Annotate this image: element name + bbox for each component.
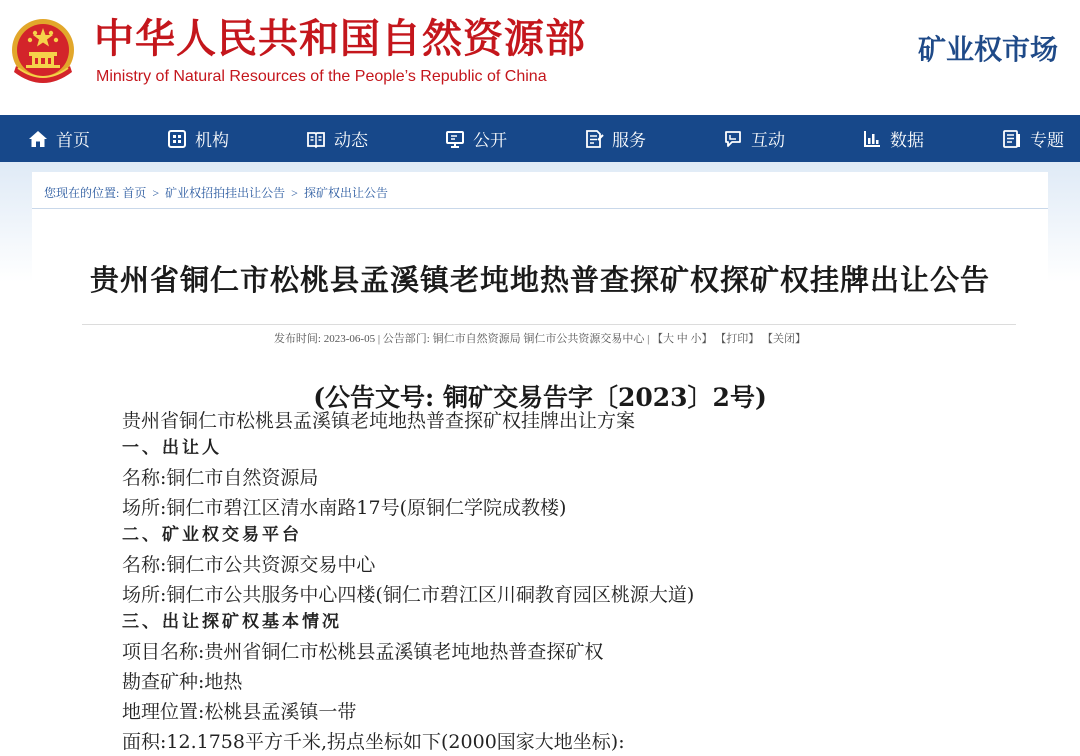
title-divider: [82, 324, 1016, 325]
section-heading: 一、出让人: [122, 438, 222, 458]
chat-icon: [723, 129, 743, 149]
site-title[interactable]: 中华人民共和国自然资源部: [94, 16, 586, 62]
home-icon: [28, 129, 48, 149]
nav-item-label: 公开: [473, 131, 507, 151]
nav-item-label: 服务: [612, 131, 646, 151]
body-line: 场所:铜仁市碧江区清水南路17号(原铜仁学院成教楼): [122, 497, 567, 519]
nav-item-news[interactable]: [306, 115, 368, 162]
body-line: 地理位置:松桃县孟溪镇一带: [122, 701, 357, 723]
font-size-toggle[interactable]: 【大 中 小】: [652, 333, 713, 345]
site-subtitle: Ministry of Natural Resources of the People’s Republic of China: [96, 68, 547, 85]
org-icon: [167, 129, 187, 149]
bar-chart-icon: [862, 129, 882, 149]
breadcrumb-item-exploration[interactable]: 探矿权出让公告: [303, 186, 388, 200]
nav-item-label: 机构: [195, 131, 229, 151]
main-nav: [0, 115, 1080, 162]
nav-item-label: 首页: [56, 131, 90, 151]
published-label: 发布时间:: [273, 333, 321, 345]
body-line: 勘查矿种:地热: [122, 671, 243, 693]
body-line: 场所:铜仁市公共服务中心四楼(铜仁市碧江区川硐教育园区桃源大道): [122, 584, 695, 606]
nav-item-public[interactable]: [445, 115, 507, 162]
section-heading: 三、出让探矿权基本情况: [122, 612, 342, 632]
nav-item-label: 专题: [1030, 131, 1064, 151]
site-header: [0, 0, 1080, 115]
monitor-icon: [445, 129, 465, 149]
article-body: [122, 408, 1022, 756]
nav-item-label: 数据: [890, 131, 924, 151]
national-emblem-icon[interactable]: [8, 16, 78, 90]
nav-item-label: 互动: [751, 131, 785, 151]
nav-item-topic[interactable]: [1002, 115, 1064, 162]
article-meta: [32, 330, 1048, 346]
meta-separator: |: [647, 333, 650, 345]
breadcrumb-divider: [32, 208, 1048, 209]
breadcrumb-item-auction[interactable]: 矿业权招拍挂出让公告: [165, 186, 286, 200]
meta-separator: |: [377, 333, 381, 345]
section-heading: 二、矿业权交易平台: [122, 525, 302, 545]
breadcrumb-separator: >: [152, 186, 160, 200]
market-section-title[interactable]: 矿业权市场: [917, 33, 1058, 66]
topic-icon: [1002, 129, 1022, 149]
body-line: 名称:铜仁市自然资源局: [122, 467, 319, 489]
body-line: 名称:铜仁市公共资源交易中心: [122, 554, 376, 576]
document-number: (公告文号: 铜矿交易告字〔2023〕2号): [313, 383, 767, 412]
nav-item-service[interactable]: [584, 115, 646, 162]
nav-item-home[interactable]: [28, 115, 90, 162]
body-line: 项目名称:贵州省铜仁市松桃县孟溪镇老坉地热普查探矿权: [122, 641, 604, 663]
close-link[interactable]: 【关闭】: [762, 333, 807, 345]
nav-item-label: 动态: [334, 131, 368, 151]
published-date: 2023-06-05: [323, 333, 376, 345]
print-link[interactable]: 【打印】: [715, 333, 760, 345]
article-title: 贵州省铜仁市松桃县孟溪镇老坉地热普查探矿权探矿权挂牌出让公告: [89, 263, 990, 297]
news-icon: [306, 129, 326, 149]
body-line: 贵州省铜仁市松桃县孟溪镇老坉地热普查探矿权挂牌出让方案: [122, 410, 636, 432]
breadcrumb: [44, 184, 388, 201]
nav-item-org[interactable]: [167, 115, 229, 162]
breadcrumb-separator: >: [291, 186, 298, 200]
nav-item-interact[interactable]: [723, 115, 785, 162]
breadcrumb-item-home[interactable]: 首页: [122, 186, 147, 200]
body-line: 面积:12.1758平方千米,拐点坐标如下(2000国家大地坐标):: [122, 731, 625, 753]
dept-name: 铜仁市自然资源局 铜仁市公共资源交易中心: [432, 333, 645, 345]
dept-label: 公告部门:: [382, 333, 430, 345]
breadcrumb-prefix: 您现在的位置:: [44, 186, 120, 200]
service-icon: [584, 129, 604, 149]
nav-item-data[interactable]: [862, 115, 924, 162]
article-panel: [32, 172, 1048, 753]
